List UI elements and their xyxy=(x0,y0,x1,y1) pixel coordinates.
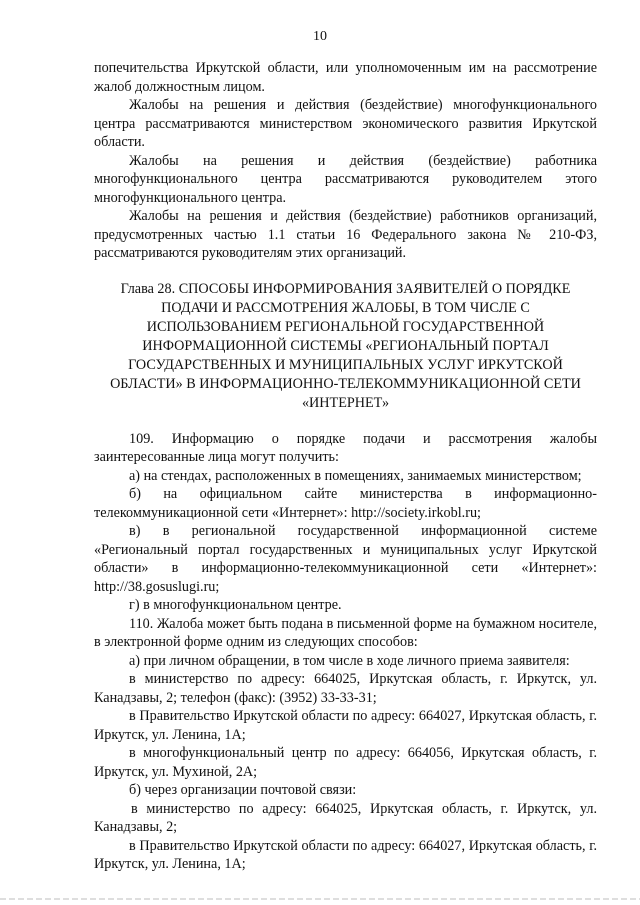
list-item: б) через организации почтовой связи: xyxy=(129,782,357,798)
document-body xyxy=(94,59,597,874)
paragraph: Жалобы на решения и действия (бездействие) работника многофункционального центра рассматриваются руководителем этого многофункционального центра. xyxy=(94,152,597,206)
paragraph: 109. Информацию о порядке подачи и рассмотрения жалобы заинтересованные лица могут получить: xyxy=(94,430,597,465)
list-item: а) при личном обращении, в том числе в ходе личного приема заявителя: xyxy=(129,652,570,669)
paragraph: Жалобы на решения и действия (бездействие) работников организаций, предусмотренных частью 1.1 статьи 16 Федерального закона № 210-ФЗ, рассматриваются руководителям этих организаций. xyxy=(94,208,597,261)
paragraph: 110. Жалоба может быть подана в письменной форме на бумажном носителе, в электронной форме одним из следующих способов: xyxy=(94,615,597,650)
page-number: 10 xyxy=(313,29,327,44)
address-item: в Правительство Иркутской области по адресу: 664027, Иркутская область, г. Иркутск, ул. Ленина, 1А; xyxy=(94,837,597,872)
address-item: в многофункциональный центр по адресу: 664056, Иркутская область, г. Иркутск, ул. Мухиной, 2А; xyxy=(94,745,597,780)
address-item: в Правительство Иркутской области по адресу: 664027, Иркутская область, г. Иркутск, ул. Ленина, 1А; xyxy=(94,708,597,743)
chapter-heading: Глава 28. СПОСОБЫ ИНФОРМИРОВАНИЯ ЗАЯВИТЕЛЕЙ О ПОРЯДКЕ ПОДАЧИ И РАССМОТРЕНИЯ ЖАЛОБЫ, В ТОМ ЧИСЛЕ С ИСПОЛЬЗОВАНИЕМ РЕГИОНАЛЬНОЙ ГОСУДАРСТВЕННОЙ ИНФОРМАЦИОННОЙ СИСТЕМЫ «РЕГИОНАЛЬНЫЙ ПОРТАЛ ГОСУДАРСТВЕННЫХ И МУНИЦИПАЛЬНЫХ УСЛУГ ИРКУТСКОЙ ОБЛАСТИ» В ИНФОРМАЦИОННО-ТЕЛЕКОММУНИКАЦИОННОЙ СЕТИ «ИНТЕРНЕТ» xyxy=(110,280,581,411)
address-item: в министерство по адресу: 664025, Иркутская область, г. Иркутск, ул. Канадзавы, 2; xyxy=(94,800,597,835)
paragraph: Жалобы на решения и действия (бездействие) многофункционального центра рассматриваются министерством экономического развития Иркутской области. xyxy=(94,97,597,150)
list-item: а) на стендах, расположенных в помещениях, занимаемых министерством; xyxy=(129,467,582,484)
scan-artifact-line xyxy=(0,898,640,900)
list-item: б) на официальном сайте министерства в информационно-телекоммуникационной сети «Интернет»: http://society.irkobl.ru; xyxy=(94,486,597,521)
paragraph: попечительства Иркутской области, или уполномоченным им на рассмотрение жалоб должностным лицом. xyxy=(94,60,597,95)
list-item: г) в многофункциональном центре. xyxy=(129,597,342,613)
list-item: в) в региональной государственной информационной системе «Региональный портал государственных и муниципальных услуг Иркутской области» в информационно-телекоммуникационной сети «Интернет»: http://38.gosuslugi.ru; xyxy=(94,523,597,595)
address-item: в министерство по адресу: 664025, Иркутская область, г. Иркутск, ул. Канадзавы, 2; телефон (факс): (3952) 33-33-31; xyxy=(94,671,597,706)
